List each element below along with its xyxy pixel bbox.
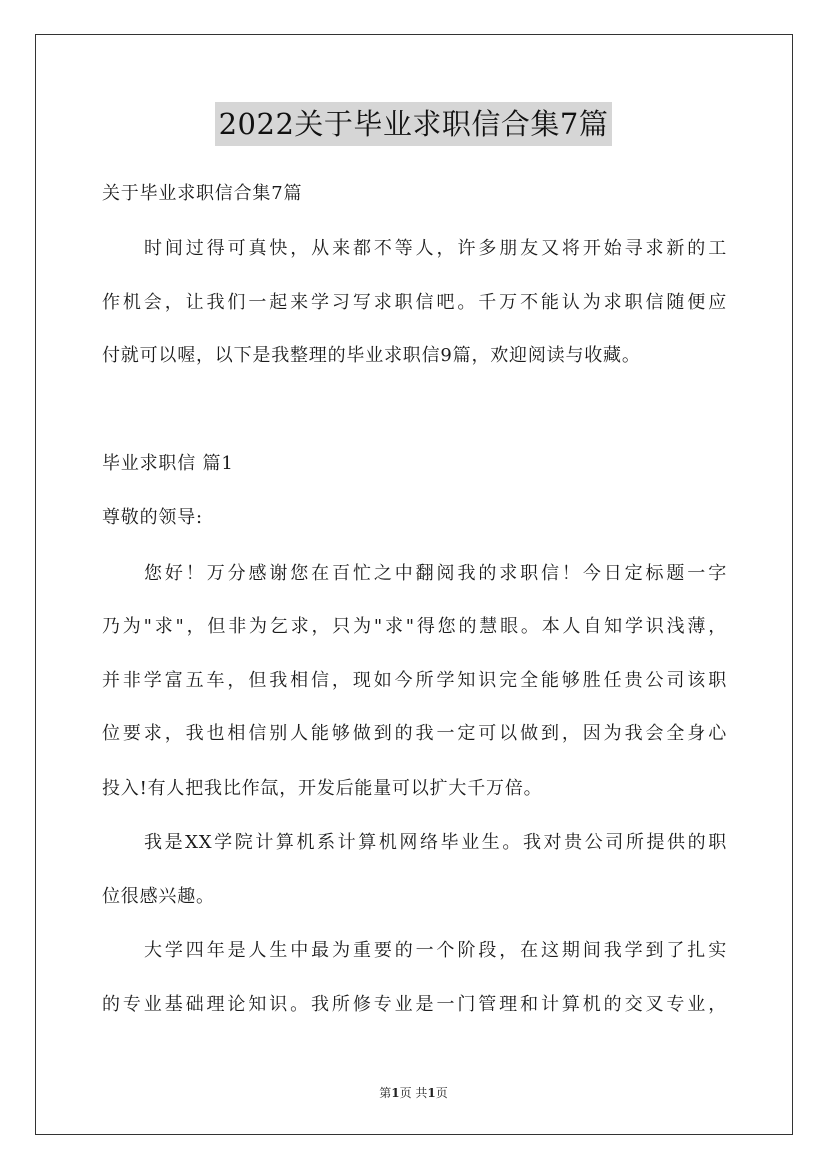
body-line-6: 我是XX学院计算机系计算机网络毕业生。我对贵公司所提供的职 <box>144 832 727 853</box>
document-title: 2022关于毕业求职信合集7篇 <box>215 102 613 146</box>
body-line-5: 投入!有人把我比作氙，开发后能量可以扩大千万倍。 <box>102 778 543 799</box>
footer-mid: 页 共 <box>399 1086 428 1100</box>
body-line-4: 位要求，我也相信别人能够做到的我一定可以做到，因为我会全身心 <box>102 723 727 744</box>
section-heading: 毕业求职信 篇1 <box>102 453 234 474</box>
body-line-7: 位很感兴趣。 <box>102 886 215 907</box>
body-line-1: 您好！万分感谢您在百忙之中翻阅我的求职信！今日定标题一字 <box>144 563 727 584</box>
salutation: 尊敬的领导: <box>102 507 203 528</box>
body-line-2: 乃为"求"，但非为乞求，只为"求"得您的慧眼。本人自知学识浅薄， <box>102 616 727 637</box>
body-line-9: 的专业基础理论知识。我所修专业是一门管理和计算机的交叉专业， <box>102 994 727 1015</box>
page-footer <box>0 1085 827 1101</box>
subtitle-line: 关于毕业求职信合集7篇 <box>102 183 303 204</box>
footer-suffix: 页 <box>435 1086 448 1100</box>
footer-page-total: 1 <box>427 1086 436 1100</box>
footer-prefix: 第 <box>379 1086 392 1100</box>
intro-line-1: 时间过得可真快，从来都不等人，许多朋友又将开始寻求新的工 <box>144 238 727 259</box>
body-line-3: 并非学富五车，但我相信，现如今所学知识完全能够胜任贵公司该职 <box>102 670 727 691</box>
footer-page-current: 1 <box>391 1086 400 1100</box>
title-wrap <box>0 102 827 146</box>
body-line-8: 大学四年是人生中最为重要的一个阶段，在这期间我学到了扎实 <box>144 940 727 961</box>
intro-line-2: 作机会，让我们一起来学习写求职信吧。千万不能认为求职信随便应 <box>102 292 727 313</box>
intro-line-3: 付就可以喔，以下是我整理的毕业求职信9篇，欢迎阅读与收藏。 <box>102 345 641 366</box>
